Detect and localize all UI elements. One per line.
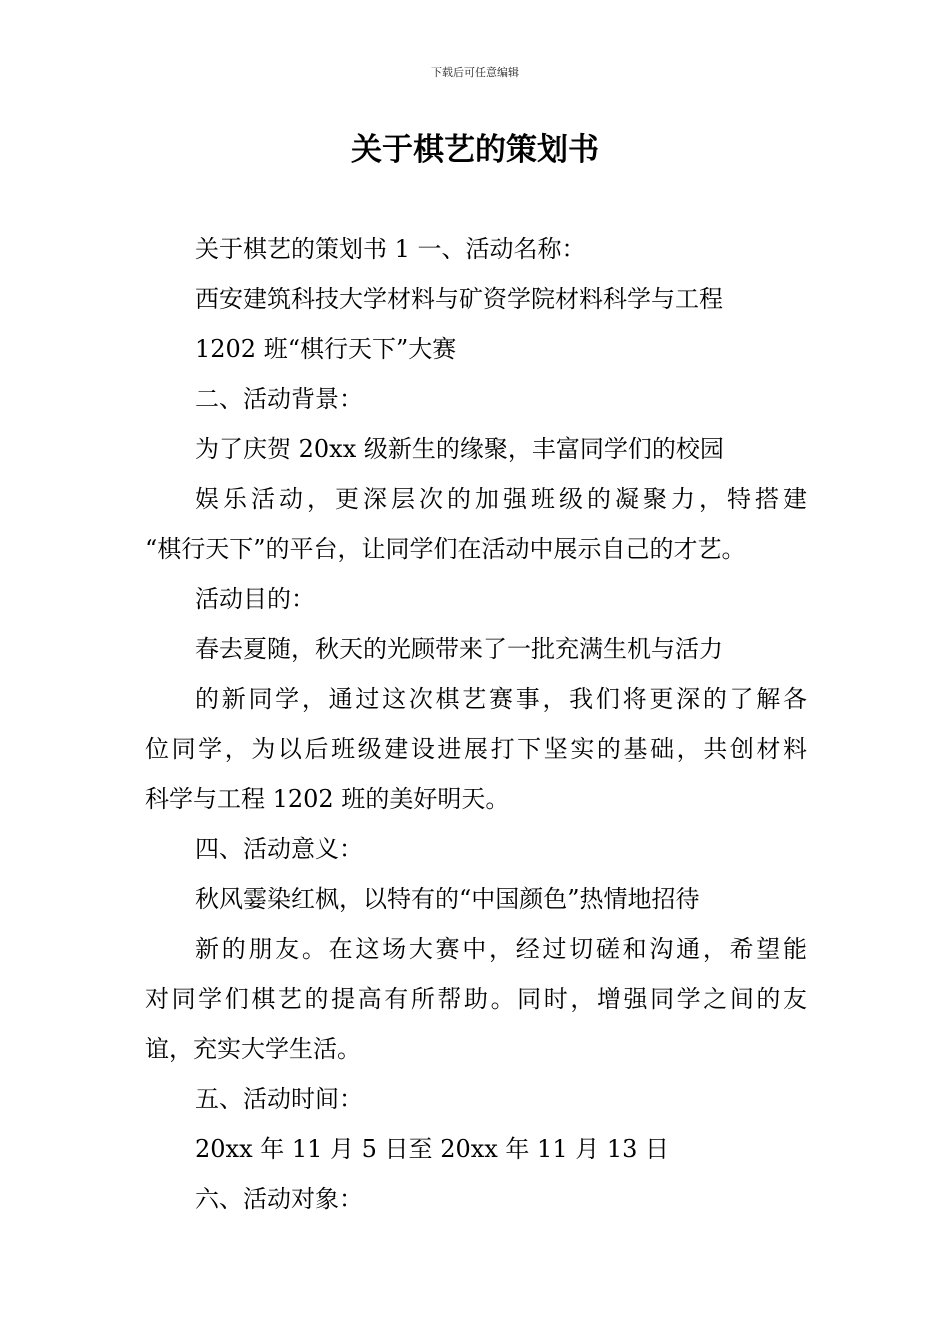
- paragraph-line: 位同学，为以后班级建设进展打下坚实的基础，共创材料: [145, 735, 807, 763]
- section-heading: 六、活动对象：: [195, 1185, 363, 1213]
- paragraph-line: 对同学们棋艺的提高有所帮助。同时，增强同学之间的友: [145, 985, 807, 1013]
- document-title: 关于棋艺的策划书: [351, 132, 599, 168]
- paragraph-line: 1202 班“棋行天下”大赛: [195, 335, 457, 363]
- section-heading: 四、活动意义：: [195, 835, 363, 863]
- paragraph-line: 娱乐活动，更深层次的加强班级的凝聚力，特搭建: [195, 485, 807, 513]
- document-body: [145, 224, 807, 1224]
- paragraph-line: 的新同学，通过这次棋艺赛事，我们将更深的了解各: [195, 685, 807, 713]
- paragraph-line: 新的朋友。在这场大赛中，经过切磋和沟通，希望能: [195, 935, 807, 963]
- section-heading: 二、活动背景：: [195, 385, 363, 413]
- paragraph-line: 为了庆贺 20xx 级新生的缘聚，丰富同学们的校园: [195, 435, 724, 463]
- paragraph-line: 关于棋艺的策划书 1 一、活动名称：: [195, 235, 586, 263]
- section-heading: 五、活动时间：: [195, 1085, 363, 1113]
- paragraph-line: 20xx 年 11 月 5 日至 20xx 年 11 月 13 日: [195, 1135, 670, 1163]
- paragraph-line: 西安建筑科技大学材料与矿资学院材料科学与工程: [195, 285, 723, 313]
- paragraph-line: “棋行天下”的平台，让同学们在活动中展示自己的才艺。: [145, 535, 746, 563]
- paragraph-line: 春去夏随，秋天的光顾带来了一批充满生机与活力: [195, 635, 723, 663]
- paragraph-line: 谊，充实大学生活。: [145, 1035, 361, 1063]
- paragraph-line: 科学与工程 1202 班的美好明天。: [145, 785, 510, 813]
- paragraph-line: 秋风霎染红枫，以特有的“中国颜色”热情地招待: [195, 885, 700, 913]
- section-heading: 活动目的：: [195, 585, 315, 613]
- header-note: 下载后可任意编辑: [431, 66, 519, 79]
